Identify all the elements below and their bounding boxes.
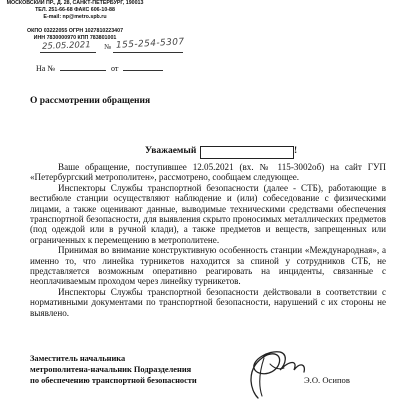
body-paragraph-3: Принимая во внимание конструктивную особенность станции «Международная», а именно то, что линейка турникетов находится за спиной у сотрудников СТБ, не представляется возможным оперативно реагировать на инциденты, связанные с неоплачиваемым проходом через линейку турникетов.: [30, 245, 386, 287]
handwritten-signature: [228, 340, 308, 402]
signatory-title-line-2: метрополитена-начальник Подразделения: [30, 365, 192, 374]
reference-date-blank: [123, 70, 163, 71]
date-underline: [40, 52, 96, 53]
reference-row: [36, 64, 163, 73]
reference-number-blank: [60, 70, 106, 71]
letterhead-email: E-mail: np@metro.spb.ru: [43, 14, 107, 20]
reference-number-label: На №: [36, 64, 55, 73]
letter-subject: О рассмотрении обращения: [30, 96, 151, 106]
outgoing-number: 155-254-5307: [115, 37, 185, 51]
letterhead-address: МОСКОВСКИЙ ПР., Д. 28, САНКТ-ПЕТЕРБУРГ, 190013: [6, 0, 144, 6]
letter-body: [30, 162, 386, 318]
greeting: Уважаемый: [145, 146, 197, 156]
letterhead-contacts: [0, 0, 150, 42]
signatory-title-line-1: Заместитель начальника: [30, 354, 126, 363]
letterhead-codes-1: ОКПО 03222055 ОГРН 1027810223407: [26, 28, 124, 34]
outgoing-date: 25.05.2021: [41, 40, 91, 52]
signatory-title: [30, 353, 197, 386]
body-paragraph-1: Ваше обращение, поступившее 12.05.2021 (вх. № 115-3002об) на сайт ГУП «Петербургский метрополитен», рассмотрено, сообщаем следующее.: [30, 162, 386, 183]
body-paragraph-4: Инспекторы Службы транспортной безопасности действовали в соответствии с нормативными документами по транспортной безопасности, нарушений с их стороны не выявлено.: [30, 286, 386, 318]
signatory-title-line-3: по обеспечению транспортной безопасности: [30, 376, 197, 385]
redacted-name-box: [200, 146, 294, 159]
number-underline: [113, 52, 183, 53]
body-paragraph-2: Инспекторы Службы транспортной безопасности (далее - СТБ), работающие в вестибюле станции осуществляют наблюдение и (или) собеседование с физическими лицами, а также оценивают данные, выводимые техническими средствами обеспечения транспортной безопасности, для выявления скрыто проносимых металлических предметов (под одеждой или в ручной клади), а также предметов и веществ, запрещенных или ограниченных к перемещению в метрополитене.: [30, 182, 386, 245]
outgoing-number-label: №: [104, 42, 112, 51]
letterhead-codes-2: ИНН 7830000970 КПП 783801001: [33, 35, 117, 41]
reference-date-label: от: [110, 64, 119, 73]
signatory-name: Э.О. Осипов: [304, 375, 350, 385]
letterhead-phones: ТЕЛ. 251-66-68 ФАКС 606-10-88: [35, 7, 115, 13]
greeting-exclamation: !: [294, 146, 298, 156]
